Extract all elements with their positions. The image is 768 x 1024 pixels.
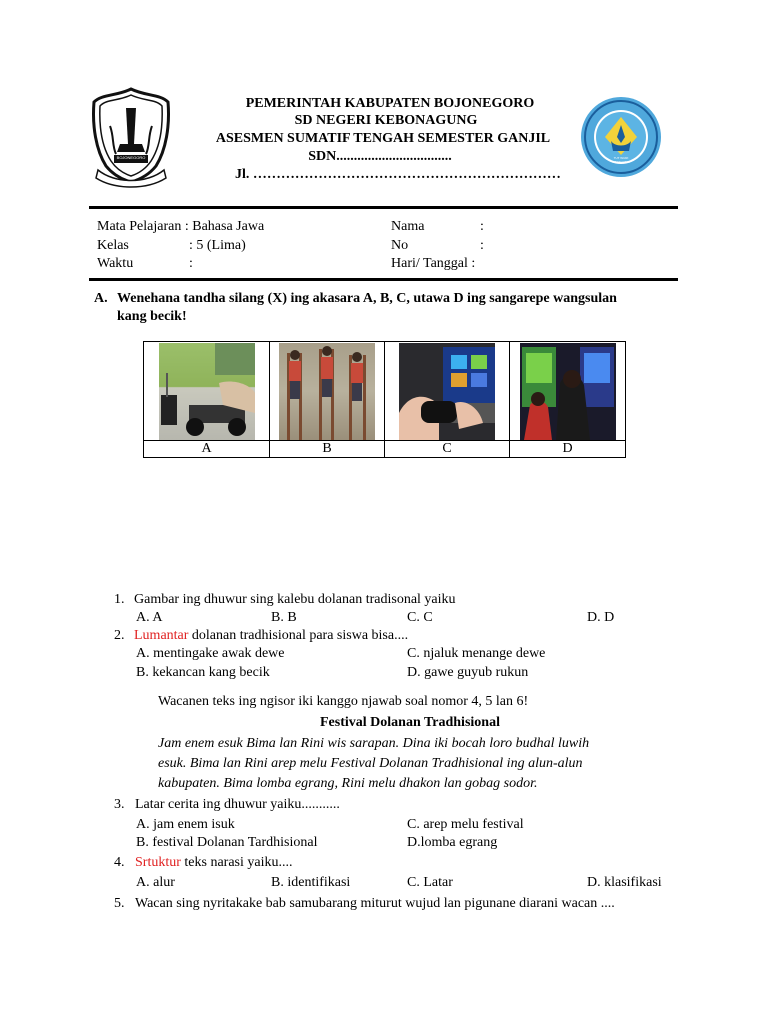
q4-text [135, 854, 292, 872]
q5-text: Wacan sing nyritakake bab samubarang miturut wujud lan pigunane diarani wacan .... [135, 896, 615, 911]
q2-option-b: B. kekancan kang becik [136, 665, 270, 680]
q1-number: 1. [114, 592, 125, 607]
arcade-photo [520, 343, 616, 440]
picture-label-a: A [144, 441, 270, 458]
logo-caption: BOJONEGORO [116, 155, 146, 160]
q4-keyword: Srtuktur [135, 855, 181, 870]
q2-keyword: Lumantar [134, 628, 189, 643]
header-rule-bottom [89, 278, 678, 281]
q3-option-d: D.lomba egrang [407, 835, 498, 850]
rc-car-photo [159, 343, 255, 440]
q5-number: 5. [114, 896, 125, 911]
q2-option-a: A. mentingake awak dewe [136, 646, 285, 661]
tut-wuri-handayani-logo [579, 95, 663, 179]
q1-option-a: A. A [136, 610, 163, 625]
q2-text-rest: dolanan tradhisional para siswa bisa.... [188, 628, 409, 643]
q2-number: 2. [114, 628, 125, 643]
q2-option-c: C. njaluk menange dewe [407, 646, 546, 661]
picture-cell-d [510, 342, 626, 441]
q1-text: Gambar ing dhuwur sing kalebu dolanan tradisonal yaiku [134, 592, 456, 607]
q4-option-d: D. klasifikasi [587, 875, 662, 890]
mapel-field: Mata Pelajaran : Bahasa Jawa [97, 219, 265, 234]
q4-text-rest: teks narasi yaiku.... [180, 855, 293, 870]
video-game-photo [399, 343, 495, 440]
picture-table [143, 341, 626, 458]
q4-option-c: C. Latar [407, 875, 453, 890]
reading-line-3: kabupaten. Bima lomba egrang, Rini melu dhakon lan gobag sodor. [158, 776, 538, 791]
section-a-instruction-2: kang becik! [117, 309, 187, 324]
reading-line-1: Jam enem esuk Bima lan Rini wis sarapan. Dina iki bocah loro budhal luwih [158, 736, 590, 751]
header-line-3: ASESMEN SUMATIF TENGAH SEMESTER GANJIL [215, 131, 551, 146]
picture-cell-c [385, 342, 510, 441]
q4-option-b: B. identifikasi [271, 875, 351, 890]
picture-label-c: C [385, 441, 510, 458]
q2-text [134, 627, 408, 645]
section-a-instruction-1: Wenehana tandha silang (X) ing akasara A, B, C, utawa D ing sangarepe wangsulan [117, 291, 617, 306]
q4-number: 4. [114, 855, 125, 870]
section-a-letter: A. [94, 291, 108, 306]
no-label: No [391, 238, 409, 253]
waktu-value: : [189, 256, 193, 271]
q1-option-b: B. B [271, 610, 297, 625]
reading-intro: Wacanen teks ing ngisor iki kanggo njawab soal nomor 4, 5 lan 6! [158, 694, 529, 709]
q3-option-b: B. festival Dolanan Tardhisional [136, 835, 318, 850]
picture-label-b: B [270, 441, 385, 458]
q3-number: 3. [114, 797, 125, 812]
header-line-2: SD NEGERI KEBONAGUNG [294, 113, 478, 128]
nama-label: Nama [391, 219, 425, 234]
header-line-4: SDN................................. [308, 149, 452, 164]
q3-option-a: A. jam enem isuk [136, 817, 235, 832]
no-colon: : [480, 238, 484, 253]
picture-label-d: D [510, 441, 626, 458]
q4-option-a: A. alur [136, 875, 175, 890]
header-rule-top [89, 206, 678, 209]
picture-cell-a [144, 342, 270, 441]
waktu-label: Waktu [97, 256, 134, 271]
kelas-label: Kelas [97, 238, 129, 253]
q3-option-c: C. arep melu festival [407, 817, 524, 832]
q1-option-d: D. D [587, 610, 615, 625]
kelas-value: : 5 (Lima) [189, 238, 246, 253]
hari-tanggal-label: Hari/ Tanggal : [391, 256, 476, 271]
logo-motto: TUT WURI HANDAYANI [612, 156, 630, 164]
nama-colon: : [480, 219, 484, 234]
picture-cell-b [270, 342, 385, 441]
reading-line-2: esuk. Bima lan Rini arep melu Festival Dolanan Tradhisional ing alun-alun [158, 756, 583, 771]
q3-text: Latar cerita ing dhuwur yaiku........... [135, 797, 340, 812]
egrang-photo [279, 343, 375, 440]
reading-title: Festival Dolanan Tradhisional [320, 715, 500, 730]
header-line-5: Jl. ………………………………………………………… [235, 167, 561, 182]
header-line-1: PEMERINTAH KABUPATEN BOJONEGORO [245, 96, 535, 111]
q1-option-c: C. C [407, 610, 433, 625]
q2-option-d: D. gawe guyub rukun [407, 665, 529, 680]
